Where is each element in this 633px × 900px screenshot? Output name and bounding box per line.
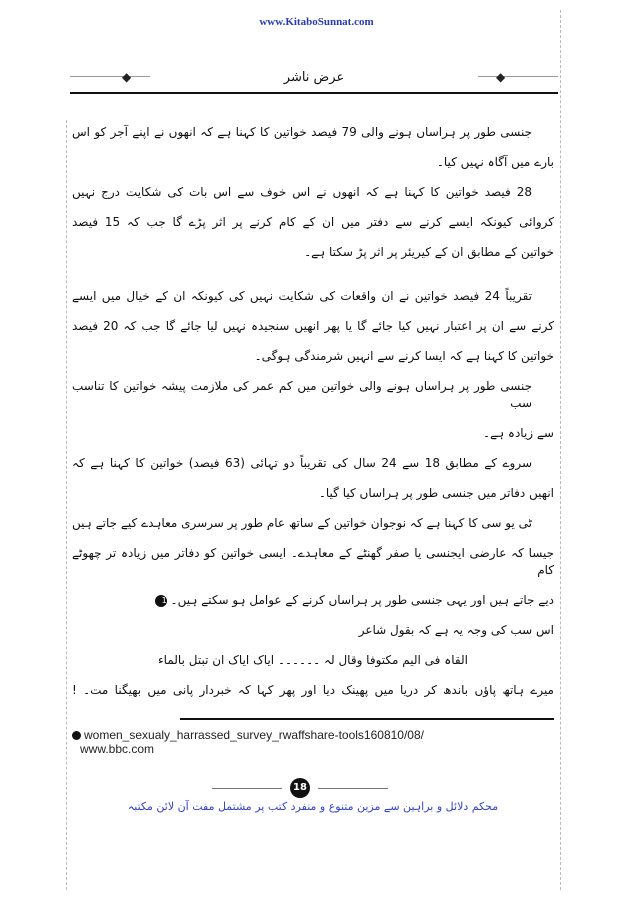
margin-line-right: [560, 10, 561, 890]
page-ornament-left: [212, 788, 282, 789]
text-line: اس سب کی وجہ یہ ہے کہ بقول شاعر: [358, 623, 554, 637]
text-line: [72, 586, 554, 616]
text-line: جنسی طور پر ہراساں ہونے والی 79 فیصد خواتین کا کہنا ہے کہ انھوں نے اپنے آجر کو اس: [72, 125, 533, 139]
footnote-source: www.bbc.com: [80, 742, 155, 756]
text-line: سروے کے مطابق 18 سے 24 سال کی تقریباً دو تہائی (63 فیصد) خواتین کا کہنا ہے کہ: [72, 456, 533, 470]
ornament-icon: ◆: [122, 70, 132, 84]
text-line: سے زیادہ ہے۔: [483, 426, 554, 440]
page-body: [72, 0, 554, 823]
page-number: 18: [290, 778, 310, 798]
text-line: جیسا کہ عارضی ایجنسی یا صفر گھنٹے کے معاہدے۔ ایسی خواتین کو دفاتر میں زیادہ تر چھوٹے کام: [72, 546, 554, 577]
text-line: 28 فیصد خواتین کا کہنا ہے کہ انھوں نے اس خوف سے اس بات کی شکایت درج نہیں: [72, 185, 532, 199]
text-line-content: دیے جاتے ہیں اور یہی جنسی طور پر ہراساں کرنے کے عوامل ہو سکتے ہیں۔: [170, 593, 554, 607]
ornament-icon: ◆: [496, 70, 506, 84]
text-line: ٹی یو سی کا کہنا ہے کہ نوجوان خواتین کے ساتھ عام طور پر سرسری معاہدے کیے جاتے ہیں: [72, 516, 532, 530]
text-line: خواتین کا کہنا ہے کہ ایسا کرنے سے انہیں شرمندگی ہوگی۔: [254, 349, 554, 363]
text-line: کروائی کیونکہ ایسے کرنے سے دفتر میں ان کے کام کرنے پر اثر پڑے گا جب کہ 15 فیصد: [72, 215, 554, 229]
footnote-text: women_sexualy_harrassed_survey_rwaffshare-tools160810/08/: [84, 728, 424, 742]
footer-tagline: محکم دلائل و براہین سے مزین متنوع و منفرد کتب پر مشتمل مفت آن لائن مکتبہ: [127, 800, 499, 813]
text-line: خواتین کے مطابق ان کے کیریئر پر اثر پڑ سکتا ہے۔: [304, 245, 554, 259]
site-url[interactable]: www.KitaboSunnat.com: [259, 16, 374, 28]
chapter-title: عرض ناشر: [283, 70, 345, 85]
text-line: جنسی طور پر ہراساں ہونے والی خواتین میں کم عمر کی ملازمت پیشہ خواتین کا تناسب سب: [72, 379, 532, 410]
footnote-rule: [180, 718, 554, 720]
text-line: تقریباً 24 فیصد خواتین نے ان واقعات کی شکایت نہیں کی کیونکہ ان کے خیال میں ایسے: [72, 289, 532, 303]
verse-line: القاہ فی الیم مکتوفا وقال لہ ۔۔۔۔۔۔ ایاک ایاک ان تبتل بالماء: [158, 653, 468, 667]
text-line: کرنے سے ان پر اعتبار نہیں کیا جائے گا یا پھر انھیں سنجیدہ نہیں لیا جائے گا جب کہ 20 فیصد: [72, 319, 554, 333]
page-number-row: [72, 778, 554, 800]
footnote-marker[interactable]: 1: [155, 595, 167, 607]
footnote: [72, 728, 554, 742]
margin-line-left: [66, 120, 67, 890]
page-ornament-right: [318, 788, 388, 789]
text-line: انھیں دفاتر میں جنسی طور پر ہراساں کیا گیا۔: [318, 486, 554, 500]
paragraph-gap: [72, 268, 554, 282]
footnote-bullet-icon: [72, 731, 81, 740]
text-line: میرے ہاتھ پاؤں باندھ کر دریا میں پھینک دیا اور پھر کہا کہ خبردار پانی میں بھیگنا مت۔ !: [72, 683, 554, 697]
text-line: بارے میں آگاہ نہیں کیا۔: [436, 155, 554, 169]
